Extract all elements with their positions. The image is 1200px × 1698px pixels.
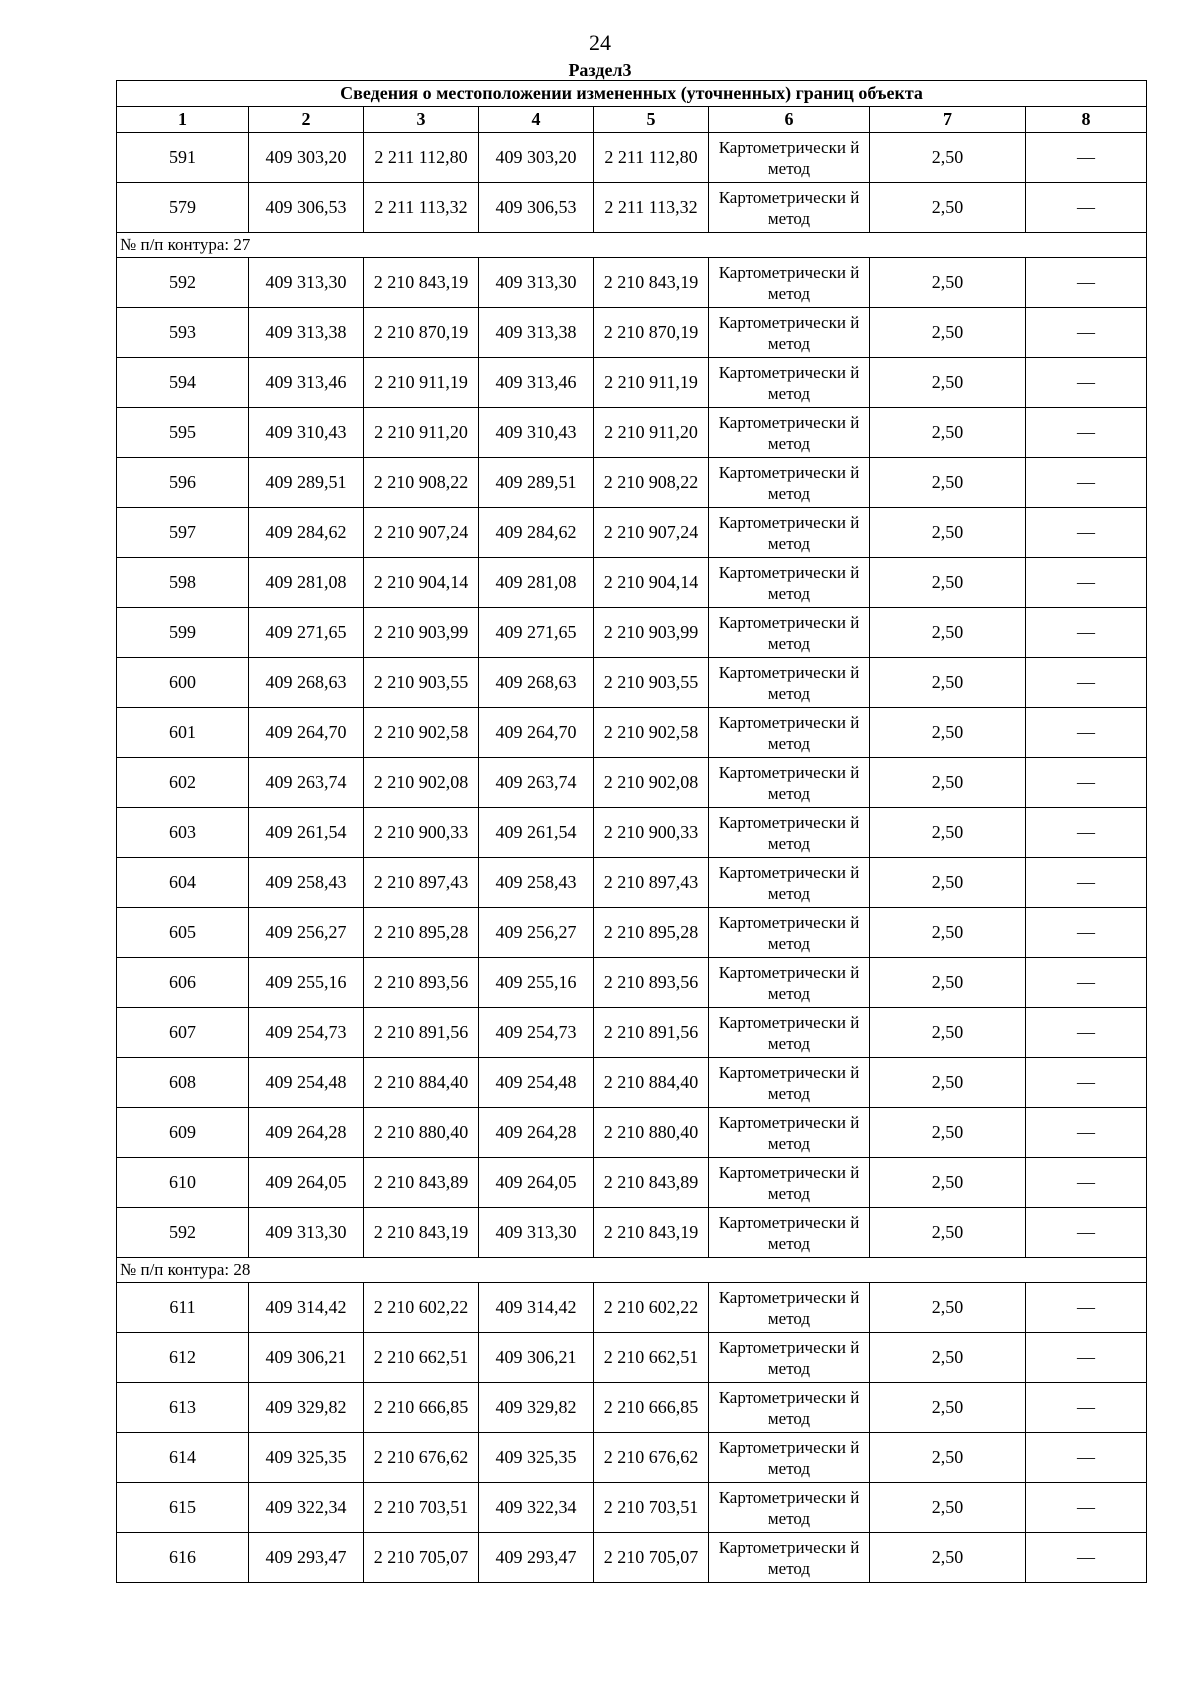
x-old-cell: 409 313,30 <box>249 1208 364 1258</box>
point-number-cell: 616 <box>117 1533 249 1583</box>
x-new-cell: 409 313,46 <box>479 358 594 408</box>
y-old-cell: 2 210 904,14 <box>364 558 479 608</box>
column-number: 8 <box>1026 107 1147 133</box>
table-row <box>117 358 1147 408</box>
y-new-cell: 2 210 843,19 <box>594 1208 709 1258</box>
y-old-cell: 2 210 902,58 <box>364 708 479 758</box>
x-old-cell: 409 264,28 <box>249 1108 364 1158</box>
description-cell: — <box>1026 133 1147 183</box>
method-cell: Картометрически й метод <box>709 1483 870 1533</box>
method-cell: Картометрически й метод <box>709 133 870 183</box>
method-cell: Картометрически й метод <box>709 1158 870 1208</box>
y-new-cell: 2 210 662,51 <box>594 1333 709 1383</box>
x-new-cell: 409 314,42 <box>479 1283 594 1333</box>
description-cell: — <box>1026 508 1147 558</box>
table-row <box>117 908 1147 958</box>
point-number-cell: 601 <box>117 708 249 758</box>
contour-label: № п/п контура: 28 <box>117 1258 1147 1283</box>
accuracy-cell: 2,50 <box>870 808 1026 858</box>
x-new-cell: 409 258,43 <box>479 858 594 908</box>
y-new-cell: 2 210 666,85 <box>594 1383 709 1433</box>
point-number-cell: 609 <box>117 1108 249 1158</box>
point-number-cell: 597 <box>117 508 249 558</box>
table-row <box>117 258 1147 308</box>
y-old-cell: 2 210 703,51 <box>364 1483 479 1533</box>
table-row <box>117 183 1147 233</box>
accuracy-cell: 2,50 <box>870 183 1026 233</box>
accuracy-cell: 2,50 <box>870 858 1026 908</box>
description-cell: — <box>1026 658 1147 708</box>
column-number: 1 <box>117 107 249 133</box>
x-new-cell: 409 284,62 <box>479 508 594 558</box>
x-new-cell: 409 293,47 <box>479 1533 594 1583</box>
boundary-coordinates-table <box>116 80 1147 1583</box>
accuracy-cell: 2,50 <box>870 1158 1026 1208</box>
point-number-cell: 599 <box>117 608 249 658</box>
accuracy-cell: 2,50 <box>870 1533 1026 1583</box>
method-cell: Картометрически й метод <box>709 1283 870 1333</box>
point-number-cell: 603 <box>117 808 249 858</box>
y-old-cell: 2 210 884,40 <box>364 1058 479 1108</box>
x-old-cell: 409 268,63 <box>249 658 364 708</box>
x-old-cell: 409 306,53 <box>249 183 364 233</box>
column-number: 2 <box>249 107 364 133</box>
accuracy-cell: 2,50 <box>870 1483 1026 1533</box>
accuracy-cell: 2,50 <box>870 958 1026 1008</box>
y-old-cell: 2 210 908,22 <box>364 458 479 508</box>
table-row <box>117 1158 1147 1208</box>
table-caption: Сведения о местоположении измененных (уточненных) границ объекта <box>117 81 1147 107</box>
table-row <box>117 558 1147 608</box>
y-old-cell: 2 210 843,89 <box>364 1158 479 1208</box>
y-new-cell: 2 210 904,14 <box>594 558 709 608</box>
accuracy-cell: 2,50 <box>870 508 1026 558</box>
x-old-cell: 409 306,21 <box>249 1333 364 1383</box>
x-new-cell: 409 289,51 <box>479 458 594 508</box>
description-cell: — <box>1026 1333 1147 1383</box>
point-number-cell: 612 <box>117 1333 249 1383</box>
column-number: 3 <box>364 107 479 133</box>
x-old-cell: 409 313,38 <box>249 308 364 358</box>
x-new-cell: 409 325,35 <box>479 1433 594 1483</box>
point-number-cell: 615 <box>117 1483 249 1533</box>
point-number-cell: 598 <box>117 558 249 608</box>
x-old-cell: 409 314,42 <box>249 1283 364 1333</box>
y-old-cell: 2 210 900,33 <box>364 808 479 858</box>
y-new-cell: 2 210 703,51 <box>594 1483 709 1533</box>
point-number-cell: 592 <box>117 1208 249 1258</box>
description-cell: — <box>1026 958 1147 1008</box>
x-new-cell: 409 264,28 <box>479 1108 594 1158</box>
x-new-cell: 409 264,70 <box>479 708 594 758</box>
y-old-cell: 2 210 895,28 <box>364 908 479 958</box>
y-new-cell: 2 210 884,40 <box>594 1058 709 1108</box>
x-new-cell: 409 329,82 <box>479 1383 594 1433</box>
column-number-row <box>117 107 1147 133</box>
method-cell: Картометрически й метод <box>709 758 870 808</box>
point-number-cell: 602 <box>117 758 249 808</box>
x-old-cell: 409 271,65 <box>249 608 364 658</box>
x-new-cell: 409 254,48 <box>479 1058 594 1108</box>
accuracy-cell: 2,50 <box>870 308 1026 358</box>
x-old-cell: 409 322,34 <box>249 1483 364 1533</box>
y-old-cell: 2 210 907,24 <box>364 508 479 558</box>
contour-label: № п/п контура: 27 <box>117 233 1147 258</box>
point-number-cell: 606 <box>117 958 249 1008</box>
table-row <box>117 1108 1147 1158</box>
x-old-cell: 409 303,20 <box>249 133 364 183</box>
table-row <box>117 1208 1147 1258</box>
x-old-cell: 409 258,43 <box>249 858 364 908</box>
y-new-cell: 2 210 880,40 <box>594 1108 709 1158</box>
table-row <box>117 133 1147 183</box>
y-new-cell: 2 210 911,20 <box>594 408 709 458</box>
y-old-cell: 2 210 662,51 <box>364 1333 479 1383</box>
x-new-cell: 409 261,54 <box>479 808 594 858</box>
x-new-cell: 409 303,20 <box>479 133 594 183</box>
point-number-cell: 611 <box>117 1283 249 1333</box>
y-new-cell: 2 210 902,08 <box>594 758 709 808</box>
contour-row <box>117 1258 1147 1283</box>
description-cell: — <box>1026 1533 1147 1583</box>
table-row <box>117 1058 1147 1108</box>
table-row <box>117 308 1147 358</box>
x-new-cell: 409 310,43 <box>479 408 594 458</box>
method-cell: Картометрически й метод <box>709 1333 870 1383</box>
y-new-cell: 2 210 902,58 <box>594 708 709 758</box>
method-cell: Картометрически й метод <box>709 1108 870 1158</box>
y-old-cell: 2 210 843,19 <box>364 1208 479 1258</box>
method-cell: Картометрически й метод <box>709 1533 870 1583</box>
description-cell: — <box>1026 1433 1147 1483</box>
x-new-cell: 409 281,08 <box>479 558 594 608</box>
y-old-cell: 2 210 602,22 <box>364 1283 479 1333</box>
accuracy-cell: 2,50 <box>870 908 1026 958</box>
description-cell: — <box>1026 1383 1147 1433</box>
x-old-cell: 409 255,16 <box>249 958 364 1008</box>
method-cell: Картометрически й метод <box>709 1433 870 1483</box>
point-number-cell: 593 <box>117 308 249 358</box>
point-number-cell: 610 <box>117 1158 249 1208</box>
description-cell: — <box>1026 1108 1147 1158</box>
y-old-cell: 2 210 705,07 <box>364 1533 479 1583</box>
x-new-cell: 409 306,21 <box>479 1333 594 1383</box>
method-cell: Картометрически й метод <box>709 908 870 958</box>
method-cell: Картометрически й метод <box>709 408 870 458</box>
method-cell: Картометрически й метод <box>709 183 870 233</box>
y-new-cell: 2 210 907,24 <box>594 508 709 558</box>
y-new-cell: 2 210 903,99 <box>594 608 709 658</box>
x-old-cell: 409 329,82 <box>249 1383 364 1433</box>
x-old-cell: 409 289,51 <box>249 458 364 508</box>
point-number-cell: 579 <box>117 183 249 233</box>
x-new-cell: 409 313,30 <box>479 258 594 308</box>
y-new-cell: 2 210 705,07 <box>594 1533 709 1583</box>
table-row <box>117 608 1147 658</box>
x-old-cell: 409 254,48 <box>249 1058 364 1108</box>
y-old-cell: 2 210 903,55 <box>364 658 479 708</box>
column-number: 4 <box>479 107 594 133</box>
accuracy-cell: 2,50 <box>870 708 1026 758</box>
table-row <box>117 508 1147 558</box>
y-old-cell: 2 210 891,56 <box>364 1008 479 1058</box>
section-title: Раздел3 <box>568 60 632 80</box>
column-number: 6 <box>709 107 870 133</box>
accuracy-cell: 2,50 <box>870 133 1026 183</box>
point-number-cell: 604 <box>117 858 249 908</box>
y-new-cell: 2 210 602,22 <box>594 1283 709 1333</box>
table-row <box>117 1533 1147 1583</box>
x-new-cell: 409 271,65 <box>479 608 594 658</box>
x-old-cell: 409 284,62 <box>249 508 364 558</box>
x-old-cell: 409 281,08 <box>249 558 364 608</box>
description-cell: — <box>1026 858 1147 908</box>
table-row <box>117 858 1147 908</box>
x-new-cell: 409 256,27 <box>479 908 594 958</box>
x-new-cell: 409 255,16 <box>479 958 594 1008</box>
x-old-cell: 409 254,73 <box>249 1008 364 1058</box>
y-new-cell: 2 210 676,62 <box>594 1433 709 1483</box>
point-number-cell: 608 <box>117 1058 249 1108</box>
x-old-cell: 409 264,05 <box>249 1158 364 1208</box>
accuracy-cell: 2,50 <box>870 1108 1026 1158</box>
description-cell: — <box>1026 758 1147 808</box>
y-old-cell: 2 210 893,56 <box>364 958 479 1008</box>
method-cell: Картометрически й метод <box>709 308 870 358</box>
method-cell: Картометрически й метод <box>709 558 870 608</box>
point-number-cell: 592 <box>117 258 249 308</box>
accuracy-cell: 2,50 <box>870 258 1026 308</box>
method-cell: Картометрически й метод <box>709 708 870 758</box>
description-cell: — <box>1026 908 1147 958</box>
point-number-cell: 614 <box>117 1433 249 1483</box>
method-cell: Картометрически й метод <box>709 1383 870 1433</box>
method-cell: Картометрически й метод <box>709 958 870 1008</box>
x-old-cell: 409 263,74 <box>249 758 364 808</box>
y-new-cell: 2 210 893,56 <box>594 958 709 1008</box>
table-row <box>117 1008 1147 1058</box>
description-cell: — <box>1026 308 1147 358</box>
x-new-cell: 409 263,74 <box>479 758 594 808</box>
y-new-cell: 2 210 908,22 <box>594 458 709 508</box>
method-cell: Картометрически й метод <box>709 1008 870 1058</box>
y-old-cell: 2 210 903,99 <box>364 608 479 658</box>
y-new-cell: 2 210 843,19 <box>594 258 709 308</box>
accuracy-cell: 2,50 <box>870 1383 1026 1433</box>
x-old-cell: 409 261,54 <box>249 808 364 858</box>
y-new-cell: 2 211 112,80 <box>594 133 709 183</box>
description-cell: — <box>1026 1483 1147 1533</box>
x-new-cell: 409 268,63 <box>479 658 594 708</box>
y-new-cell: 2 210 891,56 <box>594 1008 709 1058</box>
method-cell: Картометрически й метод <box>709 458 870 508</box>
y-old-cell: 2 210 666,85 <box>364 1383 479 1433</box>
x-old-cell: 409 264,70 <box>249 708 364 758</box>
x-old-cell: 409 313,30 <box>249 258 364 308</box>
table-row <box>117 1433 1147 1483</box>
y-old-cell: 2 210 902,08 <box>364 758 479 808</box>
column-number: 5 <box>594 107 709 133</box>
point-number-cell: 600 <box>117 658 249 708</box>
table-row <box>117 408 1147 458</box>
accuracy-cell: 2,50 <box>870 408 1026 458</box>
y-new-cell: 2 210 870,19 <box>594 308 709 358</box>
method-cell: Картометрически й метод <box>709 1058 870 1108</box>
point-number-cell: 605 <box>117 908 249 958</box>
accuracy-cell: 2,50 <box>870 1208 1026 1258</box>
table-body <box>117 133 1147 1583</box>
x-old-cell: 409 325,35 <box>249 1433 364 1483</box>
y-new-cell: 2 210 900,33 <box>594 808 709 858</box>
method-cell: Картометрически й метод <box>709 658 870 708</box>
point-number-cell: 607 <box>117 1008 249 1058</box>
table-row <box>117 1333 1147 1383</box>
table-row <box>117 758 1147 808</box>
method-cell: Картометрически й метод <box>709 808 870 858</box>
table-row <box>117 808 1147 858</box>
y-old-cell: 2 211 113,32 <box>364 183 479 233</box>
x-new-cell: 409 313,38 <box>479 308 594 358</box>
table-row <box>117 1283 1147 1333</box>
column-number: 7 <box>870 107 1026 133</box>
accuracy-cell: 2,50 <box>870 658 1026 708</box>
x-old-cell: 409 256,27 <box>249 908 364 958</box>
method-cell: Картометрически й метод <box>709 508 870 558</box>
description-cell: — <box>1026 258 1147 308</box>
table-row <box>117 958 1147 1008</box>
point-number-cell: 613 <box>117 1383 249 1433</box>
x-new-cell: 409 254,73 <box>479 1008 594 1058</box>
point-number-cell: 595 <box>117 408 249 458</box>
page-number: 24 <box>589 30 611 55</box>
y-old-cell: 2 210 870,19 <box>364 308 479 358</box>
method-cell: Картометрически й метод <box>709 608 870 658</box>
description-cell: — <box>1026 408 1147 458</box>
y-old-cell: 2 210 676,62 <box>364 1433 479 1483</box>
table-row <box>117 458 1147 508</box>
description-cell: — <box>1026 608 1147 658</box>
y-old-cell: 2 210 911,20 <box>364 408 479 458</box>
accuracy-cell: 2,50 <box>870 1008 1026 1058</box>
description-cell: — <box>1026 358 1147 408</box>
y-old-cell: 2 210 897,43 <box>364 858 479 908</box>
description-cell: — <box>1026 558 1147 608</box>
accuracy-cell: 2,50 <box>870 758 1026 808</box>
method-cell: Картометрически й метод <box>709 1208 870 1258</box>
y-old-cell: 2 211 112,80 <box>364 133 479 183</box>
description-cell: — <box>1026 1208 1147 1258</box>
x-old-cell: 409 293,47 <box>249 1533 364 1583</box>
y-old-cell: 2 210 843,19 <box>364 258 479 308</box>
x-new-cell: 409 313,30 <box>479 1208 594 1258</box>
description-cell: — <box>1026 1283 1147 1333</box>
table-row <box>117 708 1147 758</box>
y-new-cell: 2 210 843,89 <box>594 1158 709 1208</box>
method-cell: Картометрически й метод <box>709 258 870 308</box>
description-cell: — <box>1026 1058 1147 1108</box>
accuracy-cell: 2,50 <box>870 1283 1026 1333</box>
description-cell: — <box>1026 458 1147 508</box>
description-cell: — <box>1026 1158 1147 1208</box>
accuracy-cell: 2,50 <box>870 1433 1026 1483</box>
x-old-cell: 409 310,43 <box>249 408 364 458</box>
point-number-cell: 594 <box>117 358 249 408</box>
table-row <box>117 658 1147 708</box>
description-cell: — <box>1026 183 1147 233</box>
description-cell: — <box>1026 708 1147 758</box>
y-old-cell: 2 210 880,40 <box>364 1108 479 1158</box>
y-new-cell: 2 210 903,55 <box>594 658 709 708</box>
accuracy-cell: 2,50 <box>870 1333 1026 1383</box>
description-cell: — <box>1026 1008 1147 1058</box>
accuracy-cell: 2,50 <box>870 358 1026 408</box>
method-cell: Картометрически й метод <box>709 858 870 908</box>
table-row <box>117 1383 1147 1433</box>
method-cell: Картометрически й метод <box>709 358 870 408</box>
x-new-cell: 409 306,53 <box>479 183 594 233</box>
y-new-cell: 2 210 895,28 <box>594 908 709 958</box>
y-new-cell: 2 210 897,43 <box>594 858 709 908</box>
accuracy-cell: 2,50 <box>870 1058 1026 1108</box>
point-number-cell: 591 <box>117 133 249 183</box>
table-row <box>117 1483 1147 1533</box>
x-old-cell: 409 313,46 <box>249 358 364 408</box>
y-new-cell: 2 211 113,32 <box>594 183 709 233</box>
x-new-cell: 409 322,34 <box>479 1483 594 1533</box>
y-old-cell: 2 210 911,19 <box>364 358 479 408</box>
accuracy-cell: 2,50 <box>870 458 1026 508</box>
x-new-cell: 409 264,05 <box>479 1158 594 1208</box>
contour-row <box>117 233 1147 258</box>
point-number-cell: 596 <box>117 458 249 508</box>
description-cell: — <box>1026 808 1147 858</box>
accuracy-cell: 2,50 <box>870 608 1026 658</box>
accuracy-cell: 2,50 <box>870 558 1026 608</box>
y-new-cell: 2 210 911,19 <box>594 358 709 408</box>
